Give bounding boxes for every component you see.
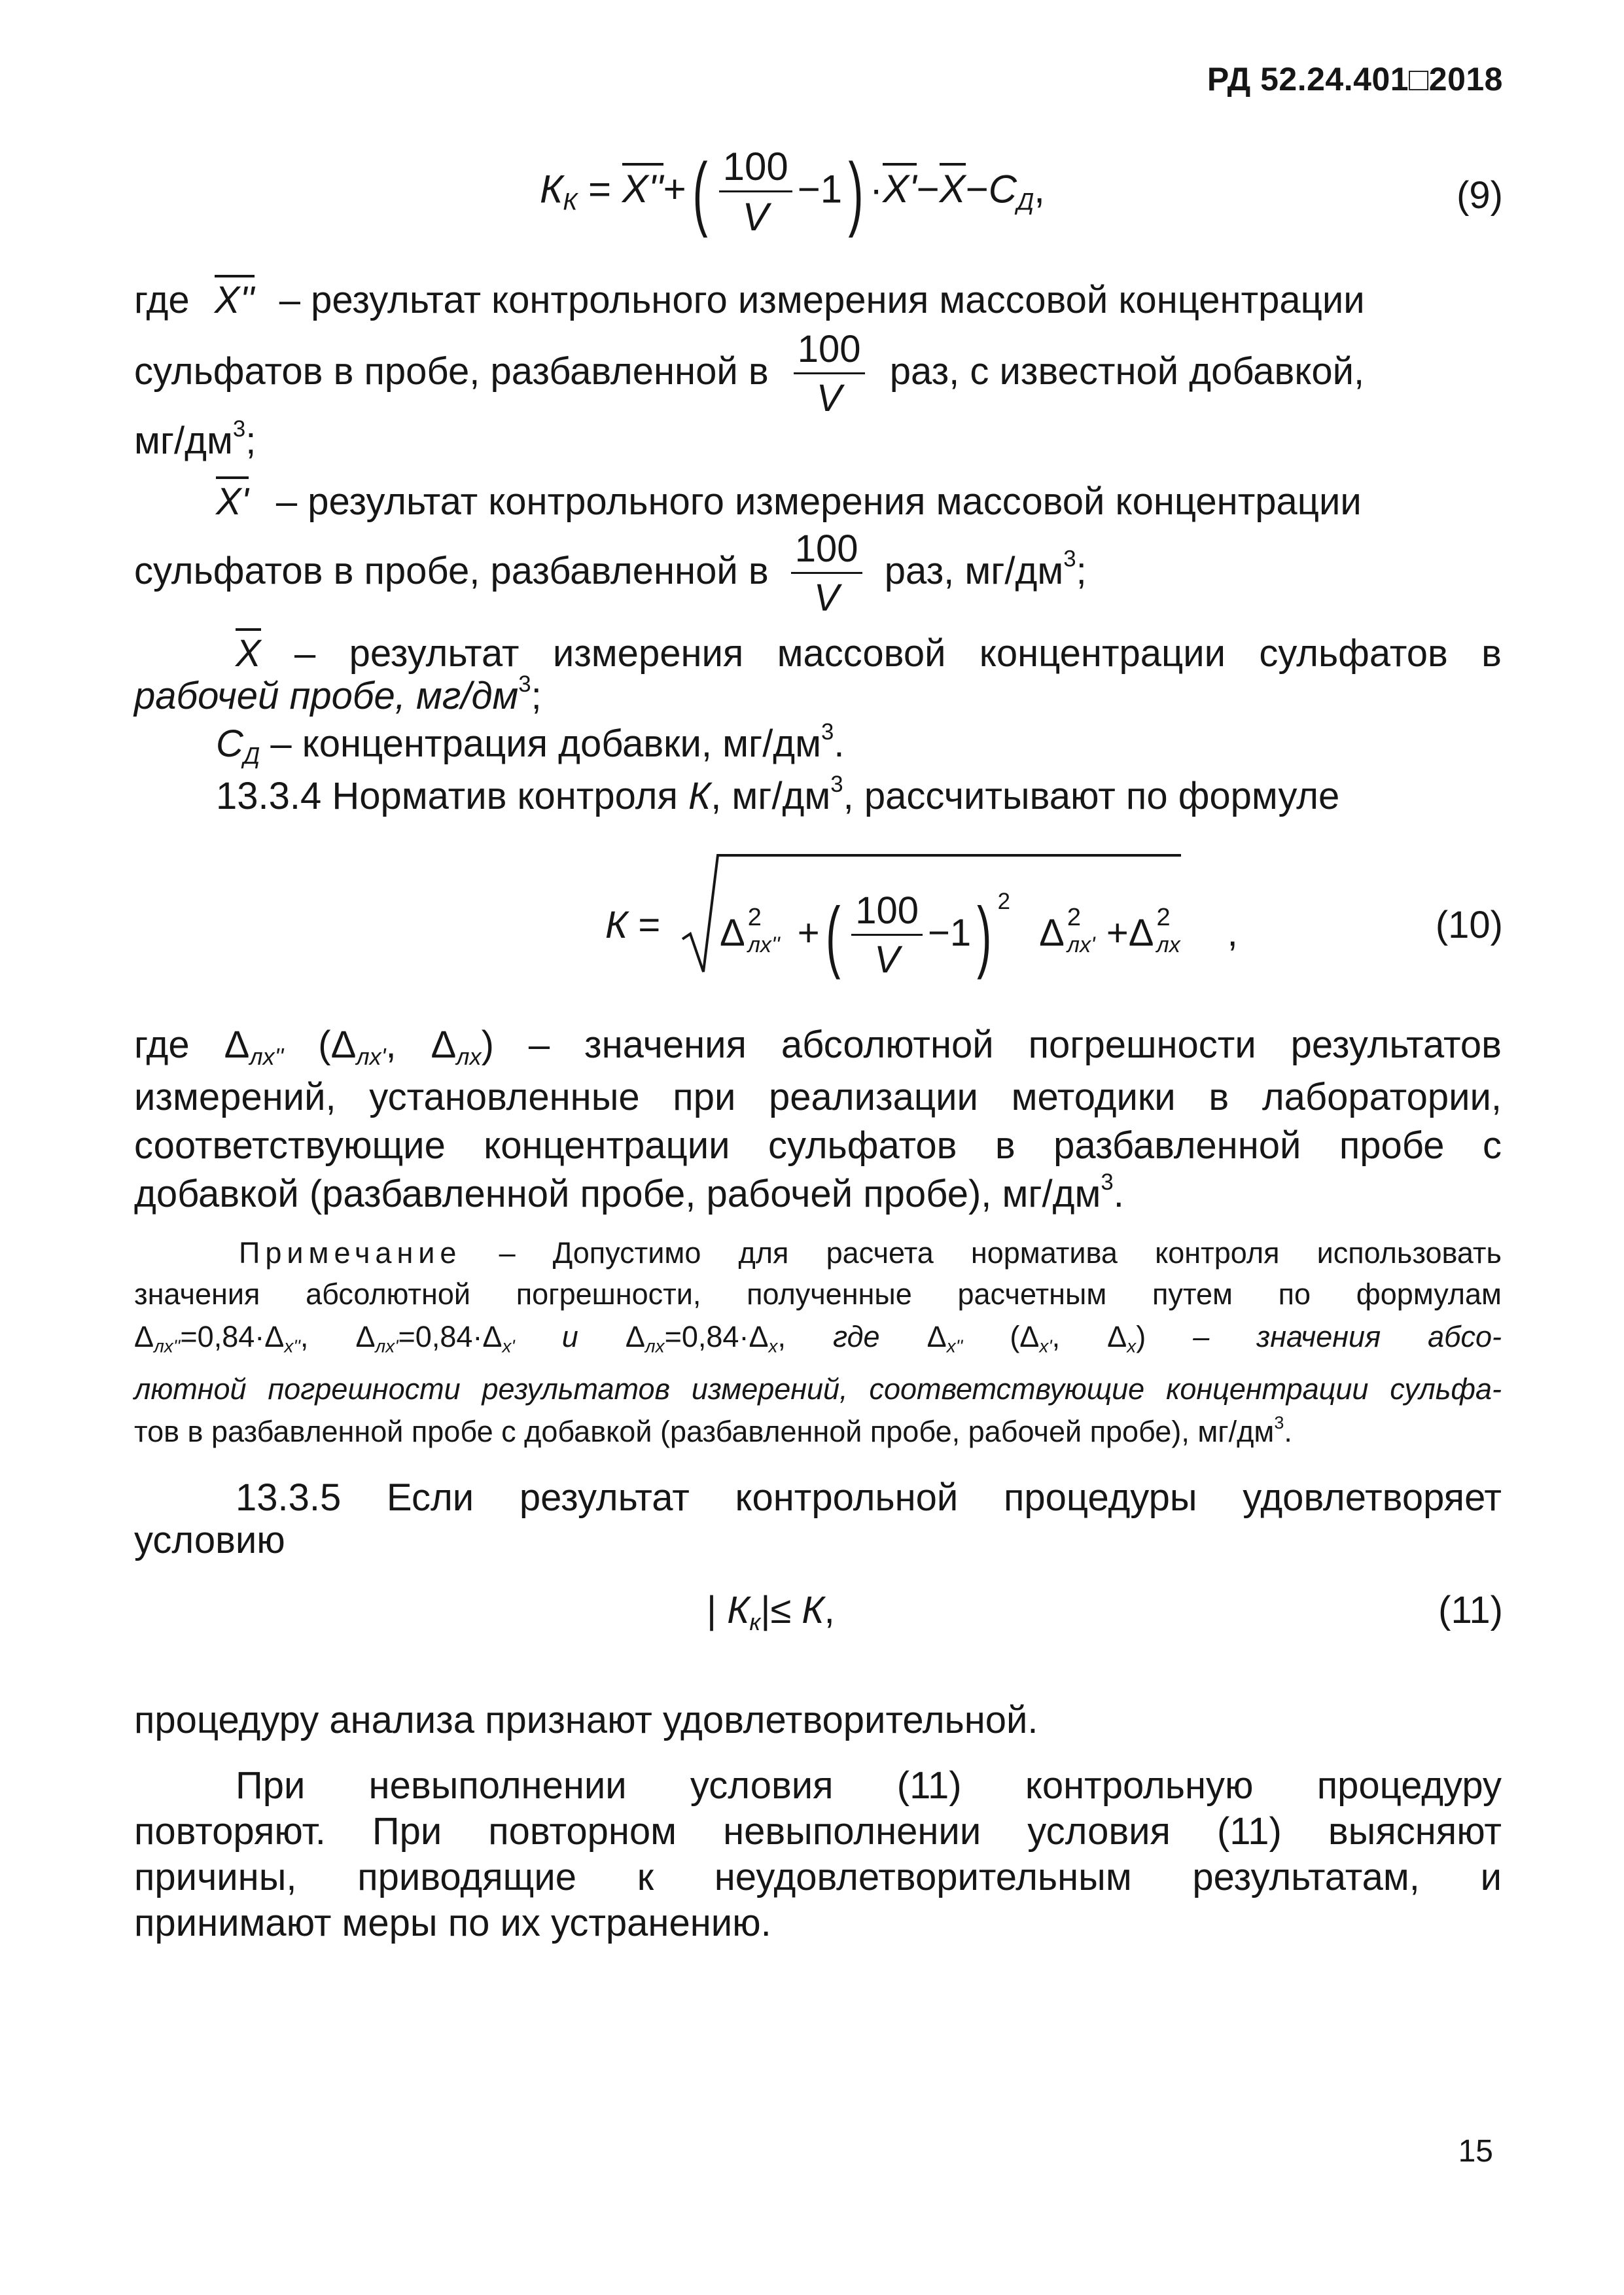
note-line4: лютной погрешности результатов измерений, соответствующие концентрации сульфа- bbox=[134, 1372, 1502, 1406]
delta-para-line3: соответствующие концентрации сульфатов в разбавленной пробе с bbox=[134, 1124, 1502, 1167]
formula9-minus2: − bbox=[965, 167, 989, 211]
formula10-sub1: лх'' bbox=[747, 932, 780, 957]
formula9-minus-one: −1 bbox=[797, 167, 843, 211]
note-f4-sub3: х bbox=[1127, 1336, 1137, 1357]
formula11-rest: |≤ bbox=[760, 1589, 792, 1631]
formula9-x2: X'' bbox=[622, 163, 663, 209]
def3-line1 bbox=[236, 628, 1502, 673]
note-line1-rest: – Допустимо для расчета норматива контроля использовать bbox=[499, 1236, 1502, 1270]
def4-sup: 3 bbox=[821, 719, 834, 745]
def1-line2a: сульфатов в пробе, разбавленной в bbox=[134, 349, 769, 393]
def1-unit-sup: 3 bbox=[232, 416, 246, 442]
def3-line2-text: рабочей пробе, мг/дм bbox=[134, 675, 519, 717]
note-line2: значения абсолютной погрешности, полученные расчетным путем по формулам bbox=[134, 1277, 1502, 1311]
note-f4-sub2: х' bbox=[1039, 1336, 1052, 1357]
section-13-3-5-line2: условию bbox=[134, 1519, 285, 1561]
note-f2-eq: =0,84· bbox=[398, 1320, 483, 1353]
def2-symbol: X' bbox=[216, 476, 249, 521]
formula10-rparen: ) bbox=[977, 890, 992, 980]
def1-line1 bbox=[134, 275, 1365, 319]
def2-text: – результат контрольного измерения массовой концентрации bbox=[275, 480, 1362, 523]
formula9-rparen: ) bbox=[848, 145, 864, 238]
delta-para-line1-rest: – значения абсолютной погрешности результатов bbox=[528, 1023, 1502, 1066]
note-label: Примечание bbox=[239, 1236, 462, 1270]
formula9-x: X bbox=[940, 163, 966, 209]
note-where: где bbox=[833, 1320, 880, 1353]
note-and: и bbox=[561, 1320, 578, 1353]
formula9-lparen: ( bbox=[692, 145, 708, 238]
def1-unit: мг/дм bbox=[134, 419, 233, 462]
formula9-dot: · bbox=[870, 167, 883, 211]
def3-symbol: X bbox=[236, 628, 261, 673]
formula9-lhs-sub: К bbox=[563, 187, 578, 215]
def2-line2 bbox=[134, 527, 1087, 619]
formula10-num: 100 bbox=[851, 892, 923, 936]
def3-sup: 3 bbox=[518, 671, 531, 697]
final-para-line4: принимают меры по их устранению. bbox=[134, 1902, 771, 1944]
delta-2: Δ bbox=[330, 1023, 357, 1066]
formula9-cd: C bbox=[988, 167, 1017, 211]
note-f3-sub2: х bbox=[768, 1336, 778, 1357]
formula9-num: 100 bbox=[719, 147, 792, 192]
note-f4: $\Delta_{х''}$ ($\Delta_{х'}$, $\Delta_х$) bbox=[927, 1320, 1146, 1357]
def1-den: V bbox=[816, 377, 842, 419]
def2-line2a: сульфатов в пробе, разбавленной в bbox=[134, 549, 769, 592]
note-line5 bbox=[134, 1412, 1292, 1448]
formula9-lhs: К bbox=[540, 167, 563, 211]
delta-1-sub: лх'' bbox=[249, 1042, 284, 1070]
final-para-line2: повторяют. При повторном невыполнении условия (11) выясняют bbox=[134, 1810, 1502, 1853]
note-f1-eq: =0,84· bbox=[180, 1320, 265, 1353]
formula9-cd-sub: Д bbox=[1017, 187, 1034, 215]
def1-where: где bbox=[134, 279, 190, 321]
formula-9 bbox=[540, 147, 1045, 237]
note-line1 bbox=[239, 1238, 1502, 1268]
formula10-delta3: Δ bbox=[1128, 911, 1154, 954]
s1334-text-c: , рассчитывают по формуле bbox=[843, 775, 1340, 817]
def2-line1 bbox=[216, 476, 1362, 521]
formula10-den: V bbox=[874, 938, 900, 981]
note-f2-sub2: х' bbox=[502, 1336, 515, 1357]
section-13-3-4 bbox=[216, 771, 1340, 817]
final-para-line1: При невыполнении условия (11) контрольную процедуру bbox=[236, 1764, 1502, 1807]
def2-end: ; bbox=[1076, 549, 1087, 592]
formula10-comma: , bbox=[1227, 911, 1238, 954]
note-line3-end: – значения абсо- bbox=[1193, 1320, 1502, 1353]
def1-unit-end: ; bbox=[245, 419, 256, 462]
formula9-comma: , bbox=[1034, 167, 1045, 211]
formula10-sub3: лх bbox=[1156, 932, 1180, 957]
def2-fraction bbox=[791, 527, 862, 619]
s1334-sup: 3 bbox=[830, 771, 843, 797]
delta-para-where: где bbox=[134, 1023, 190, 1066]
def3-line2 bbox=[134, 671, 542, 717]
def2-sup: 3 bbox=[1063, 546, 1076, 572]
def4-symbol: C bbox=[216, 722, 243, 765]
formula11-number: (11) bbox=[1438, 1589, 1503, 1631]
formula10-delta1: Δ bbox=[720, 911, 745, 954]
formula9-eq: = bbox=[588, 167, 612, 211]
def1-line2b: раз, с известной добавкой, bbox=[889, 349, 1365, 393]
note-f2-sub: лх' bbox=[375, 1336, 398, 1357]
note-f3-sub: лх bbox=[644, 1336, 665, 1357]
formula10-plus: + bbox=[797, 911, 820, 954]
note-f2: $\Delta_{лх'}=0,84\cdot\Delta_{х'}$ bbox=[355, 1320, 515, 1357]
formula10-lhs-wrap bbox=[605, 906, 660, 944]
note-f4-sub: х'' bbox=[946, 1336, 963, 1357]
final-para-line3: причины, приводящие к неудовлетворительным результатам, и bbox=[134, 1856, 1502, 1898]
delta-3-sub: лх bbox=[456, 1042, 482, 1070]
def3-end: ; bbox=[531, 675, 542, 717]
delta-para-line2: измерений, установленные при реализации методики в лаборатории, bbox=[134, 1076, 1502, 1118]
def1-line3 bbox=[134, 416, 256, 462]
formula10-fraction bbox=[851, 889, 923, 981]
note-line3 bbox=[134, 1320, 1502, 1357]
formula10-sup2: 2 bbox=[1067, 903, 1082, 931]
s1334-text-b: , мг/дм bbox=[711, 775, 831, 817]
formula9-plus: + bbox=[663, 167, 686, 211]
def2-den: V bbox=[813, 577, 839, 619]
def4-symbol-sub: Д bbox=[243, 741, 260, 769]
formula10-body bbox=[720, 889, 1238, 981]
def1-text: – результат контрольного измерения массовой концентрации bbox=[279, 279, 1365, 321]
delta-1: Δ bbox=[224, 1023, 250, 1066]
note-line5-end: . bbox=[1284, 1415, 1292, 1448]
formula-11 bbox=[707, 1589, 835, 1635]
formula9-den: V bbox=[742, 195, 769, 239]
formula9-number: (9) bbox=[1456, 174, 1503, 217]
def2-num: 100 bbox=[791, 530, 862, 574]
formula10-sup3: 2 bbox=[1156, 903, 1171, 931]
def1-num: 100 bbox=[794, 330, 865, 374]
delta-para-line4-sup: 3 bbox=[1101, 1169, 1114, 1195]
note-f3-eq: =0,84· bbox=[664, 1320, 749, 1353]
def1-fraction bbox=[794, 330, 865, 418]
formula10-minus-one: −1 bbox=[927, 911, 972, 954]
delta-3: Δ bbox=[431, 1023, 457, 1066]
def1-symbol: X'' bbox=[215, 275, 255, 319]
delta-para-line4-end: . bbox=[1113, 1173, 1124, 1215]
formula11-comma: , bbox=[824, 1589, 835, 1631]
note-f1-sub: лх'' bbox=[154, 1336, 181, 1357]
formula11-k2: К bbox=[802, 1589, 824, 1631]
formula10-delta2: Δ bbox=[1039, 911, 1065, 954]
formula-10 bbox=[605, 847, 1238, 981]
formula10-number: (10) bbox=[1435, 904, 1503, 946]
formula11-k: К bbox=[727, 1589, 750, 1631]
formula10-idx2 bbox=[1065, 903, 1106, 957]
formula9-fraction bbox=[719, 147, 792, 237]
delta-2-sub: лх' bbox=[356, 1042, 386, 1070]
formula10-eq: = bbox=[638, 904, 661, 946]
s1334-k: К bbox=[688, 775, 711, 817]
delta-para-line4 bbox=[134, 1169, 1124, 1215]
note-f1-sub2: х'' bbox=[284, 1336, 300, 1357]
def3-text: – результат измерения массовой концентрации сульфатов в bbox=[294, 632, 1502, 675]
note-f3: $\Delta_{лх}=0,84\cdot\Delta_х$, bbox=[625, 1320, 786, 1357]
formula10-plus2: + bbox=[1106, 911, 1129, 954]
formula10-idx1 bbox=[745, 903, 798, 957]
formula11-k-sub: к bbox=[749, 1608, 761, 1635]
note-f1: $\Delta_{лх''}=0,84\cdot\Delta_{х''}$, bbox=[134, 1320, 309, 1357]
delta-para-line1 bbox=[134, 1023, 1502, 1070]
formula10-sup1: 2 bbox=[747, 903, 762, 931]
formula10-lparen: ( bbox=[825, 890, 841, 980]
formula9-x1: X' bbox=[883, 163, 916, 209]
formula11-bar: | bbox=[707, 1589, 717, 1631]
s1334-text-a: 13.3.4 Норматив контроля bbox=[216, 775, 688, 817]
delta-para-symbols: $\Delta_{лх''}$ ($\Delta_{лх'}$, $\Delta_{лх}$) bbox=[224, 1023, 494, 1070]
formula10-idx3 bbox=[1154, 903, 1191, 957]
formula10-outer-sup: 2 bbox=[997, 889, 1011, 915]
def4-line bbox=[216, 719, 845, 769]
conclusion: процедуру анализа признают удовлетворительной. bbox=[134, 1699, 1038, 1741]
delta-para-line4-text: добавкой (разбавленной пробе, рабочей пробе), мг/дм bbox=[134, 1173, 1101, 1215]
def1-line2 bbox=[134, 330, 1364, 418]
def4-text: – концентрация добавки, мг/дм bbox=[270, 722, 822, 765]
note-line5-text: тов в разбавленной пробе с добавкой (разбавленной пробе, рабочей пробе), мг/дм bbox=[134, 1415, 1275, 1448]
page-number: 15 bbox=[1458, 2134, 1493, 2169]
note-line5-sup: 3 bbox=[1274, 1412, 1284, 1432]
formula10-lhs: К bbox=[605, 904, 628, 946]
formula9-minus: − bbox=[916, 167, 940, 211]
section-13-3-5-line1: 13.3.5 Если результат контрольной процедуры удовлетворяет bbox=[236, 1476, 1502, 1519]
def2-line2b: раз, мг/дм bbox=[884, 549, 1064, 592]
document-code: РД 52.24.401□2018 bbox=[1207, 61, 1503, 98]
def4-end: . bbox=[834, 722, 845, 765]
formula10-sub2: лх' bbox=[1067, 932, 1095, 957]
